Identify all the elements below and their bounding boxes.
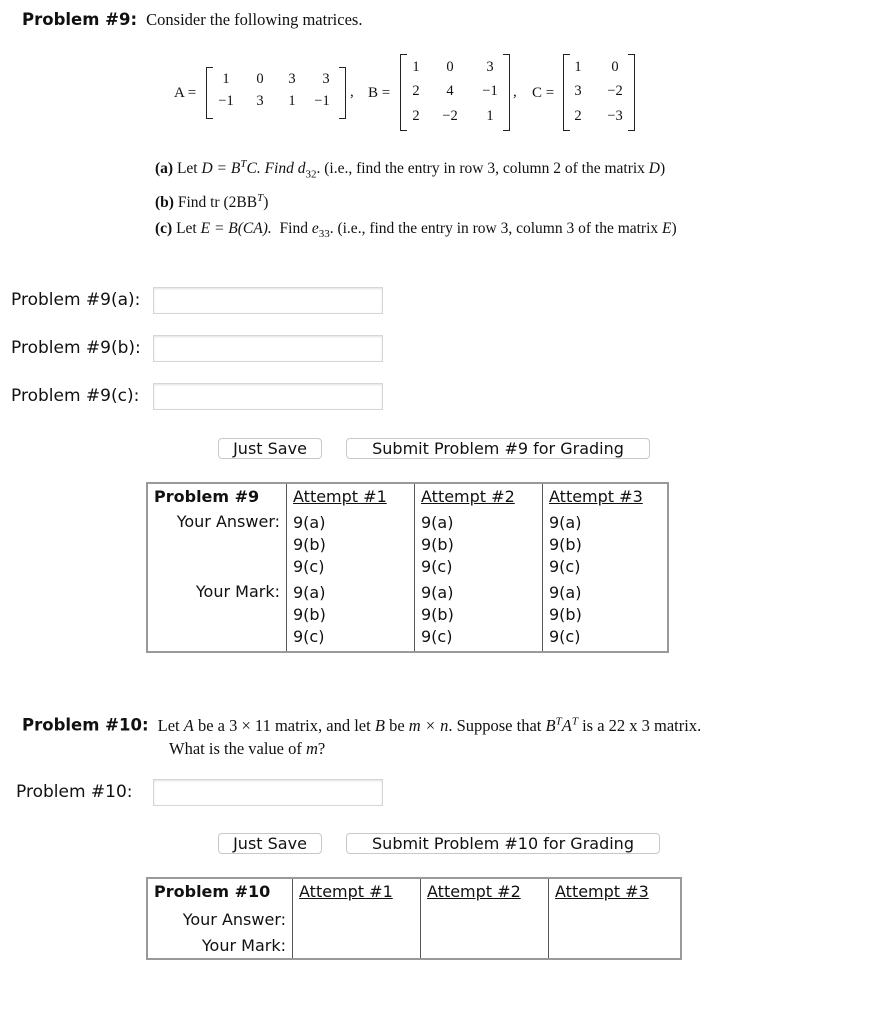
part-a-text-5: ) [660, 160, 666, 178]
problem-9-title: Problem #9: [22, 10, 138, 29]
table-row [147, 582, 668, 652]
part-a-sub: 32 [305, 168, 317, 181]
matrix-b-cell: 2 [412, 108, 420, 124]
problem-10-line-1 [158, 716, 702, 735]
part-c-expr: E = B(CA). [200, 220, 272, 237]
answer-9c-label: Problem #9(c): [11, 386, 140, 406]
part-label: 9(b) [549, 535, 582, 555]
submit-problem-9-button[interactable]: Submit Problem #9 for Grading [346, 438, 650, 459]
matrix-c [563, 54, 635, 131]
part-c-text-5: ) [671, 220, 677, 237]
table-row [147, 908, 681, 932]
attempt-3-header [543, 483, 669, 510]
attempt-1-link[interactable]: Attempt #1 [299, 882, 393, 901]
part-a-text [155, 158, 665, 180]
matrix-b-cell: 2 [412, 83, 420, 99]
matrix-b [400, 54, 510, 131]
part-label: 9(a) [293, 513, 326, 533]
part-label: 9(c) [421, 557, 453, 577]
part-label: 9(b) [421, 604, 454, 624]
your-mark-label: Your Mark: [201, 935, 286, 955]
matrix-a-cell: 1 [288, 93, 296, 109]
p10-text-7: ? [317, 739, 326, 758]
attempt-3-answer [549, 908, 682, 932]
matrix-a-cell: 3 [288, 71, 296, 87]
comma: , [513, 84, 517, 100]
attempt-3-mark [549, 932, 682, 959]
matrix-a-cell: 3 [322, 71, 330, 87]
p10-text-6: What is the value of [169, 739, 302, 758]
attempt-2-mark [421, 932, 549, 959]
attempt-3-link[interactable]: Attempt #3 [555, 882, 649, 901]
answer-9a-input[interactable] [153, 287, 383, 314]
part-label: 9(a) [549, 513, 582, 533]
attempts-table-9 [146, 482, 669, 653]
part-a-tag: (a) [155, 160, 174, 178]
matrix-c-cell: 0 [611, 59, 619, 75]
part-a-var: d [297, 160, 306, 178]
attempt-3-header [549, 878, 682, 908]
part-a-sup: T [240, 158, 247, 170]
matrix-b-cell: 3 [486, 59, 494, 75]
part-c-var2: E [662, 220, 672, 237]
matrix-c-right-bracket [628, 54, 635, 131]
matrix-b-right-bracket [503, 54, 510, 131]
part-label: 9(a) [293, 582, 326, 602]
table-header: Problem #9 [154, 487, 260, 506]
matrix-b-cell: 0 [446, 59, 454, 75]
matrix-b-cell: −1 [482, 83, 498, 99]
answer-9c-input[interactable] [153, 383, 383, 410]
p10-text-3: be [389, 715, 405, 735]
part-b-text-2: ) [263, 194, 269, 212]
table-row [147, 483, 668, 510]
part-label: 9(c) [293, 557, 325, 577]
just-save-button-10[interactable]: Just Save [218, 833, 322, 854]
matrix-a-cell: 1 [222, 71, 230, 87]
p10-var-m: m [306, 739, 318, 758]
your-answer-label: Your Answer: [182, 909, 286, 929]
problem-9-intro: Consider the following matrices. [146, 10, 363, 29]
answer-10-label: Problem #10: [16, 782, 133, 802]
matrix-a-cell: −1 [218, 93, 234, 109]
p10-var-mn: m × n [408, 715, 449, 735]
matrix-a [206, 67, 346, 119]
attempt-3-link[interactable]: Attempt #3 [549, 487, 643, 506]
p10-var-b: B [374, 715, 385, 735]
p10-var-a: A [183, 715, 194, 735]
attempt-1-answers [287, 510, 415, 581]
attempt-2-link[interactable]: Attempt #2 [421, 487, 515, 506]
attempt-3-marks [543, 582, 669, 652]
attempt-2-header [415, 483, 543, 510]
table-row [147, 878, 681, 908]
part-a-text-3: C. Find [246, 160, 294, 178]
part-label: 9(b) [549, 604, 582, 624]
p10-expr-a: A [561, 715, 572, 735]
attempt-1-marks [287, 582, 415, 652]
attempt-1-header [287, 483, 415, 510]
part-c-var: e [311, 220, 319, 237]
part-b-tag: (b) [155, 194, 174, 212]
matrix-b-cell: 4 [446, 83, 454, 99]
matrix-a-label: A = [174, 85, 197, 101]
p10-text-4: . Suppose that [448, 715, 542, 735]
part-label: 9(b) [293, 535, 326, 555]
p10-text-2: be a 3 × 11 matrix, and let [197, 715, 371, 735]
part-label: 9(c) [549, 557, 581, 577]
answer-9b-input[interactable] [153, 335, 383, 362]
problem-10-title: Problem #10: [22, 715, 149, 735]
p10-expr-b: B [545, 715, 556, 735]
matrix-a-cell: −1 [314, 93, 330, 109]
part-c-sub: 33 [318, 228, 330, 241]
just-save-button-9[interactable]: Just Save [218, 438, 322, 459]
matrix-b-label: B = [368, 85, 391, 101]
part-b-expr: Find tr (2BB [177, 194, 258, 212]
part-label: 9(b) [293, 604, 326, 624]
matrix-a-cell: 0 [256, 71, 264, 87]
answer-10-input[interactable] [153, 779, 383, 806]
part-label: 9(c) [549, 626, 581, 646]
matrix-b-cell: 1 [486, 108, 494, 124]
matrix-c-cell: 1 [574, 59, 582, 75]
part-a-text-4: . (i.e., find the entry in row 3, column 2 of the matrix [316, 160, 645, 178]
p10-sup-1: T [555, 715, 562, 727]
attempt-2-marks [415, 582, 543, 652]
submit-problem-10-button[interactable]: Submit Problem #10 for Grading [346, 833, 660, 854]
part-c-text-3: Find [279, 220, 308, 237]
part-b-sup: T [257, 192, 264, 204]
attempt-3-answers [543, 510, 669, 581]
attempt-2-header [421, 878, 549, 908]
part-label: 9(a) [421, 582, 454, 602]
attempt-2-answers [415, 510, 543, 581]
table-row [147, 510, 668, 581]
answer-9b-label: Problem #9(b): [11, 338, 141, 358]
part-label: 9(a) [549, 582, 582, 602]
attempt-1-mark [293, 932, 421, 959]
part-label: 9(b) [421, 535, 454, 555]
part-a-text-1: Let [176, 160, 198, 178]
table-row [147, 932, 681, 959]
matrix-c-cell: −3 [607, 108, 623, 124]
part-label: 9(a) [421, 513, 454, 533]
matrix-c-cell: 2 [574, 108, 582, 124]
matrix-b-cell: −2 [442, 108, 458, 124]
matrix-a-cell: 3 [256, 93, 264, 109]
problem-10-header [22, 715, 882, 736]
table-header: Problem #10 [154, 882, 271, 901]
attempt-2-answer [421, 908, 549, 932]
p10-text-1: Let [157, 715, 180, 735]
p10-text-5: is a 22 x 3 matrix. [582, 715, 702, 735]
matrix-c-cell: 3 [574, 83, 582, 99]
part-a-var2: D [648, 160, 660, 178]
matrix-c-cell: −2 [607, 83, 623, 99]
part-label: 9(c) [421, 626, 453, 646]
comma: , [350, 84, 354, 100]
attempt-2-link[interactable]: Attempt #2 [427, 882, 521, 901]
problem-10-line-2 [169, 739, 325, 759]
part-c-text-4: . (i.e., find the entry in row 3, column 3 of the matrix [329, 220, 659, 237]
part-c-tag: (c) [155, 220, 173, 237]
part-c-text-1: Let [176, 220, 197, 237]
matrix-b-cell: 1 [412, 59, 420, 75]
your-mark-label: Your Mark: [195, 581, 280, 601]
matrix-c-label: C = [532, 85, 555, 101]
attempts-table-10 [146, 877, 682, 960]
part-label: 9(c) [293, 626, 325, 646]
attempt-1-answer [293, 908, 421, 932]
p10-sup-2: T [571, 715, 578, 727]
part-b-text [155, 192, 268, 212]
attempt-1-header [293, 878, 421, 908]
problem-9-header [22, 10, 362, 30]
attempt-1-link[interactable]: Attempt #1 [293, 487, 387, 506]
matrix-a-right-bracket [339, 67, 346, 119]
answer-9a-label: Problem #9(a): [11, 290, 141, 310]
part-c-text [155, 220, 677, 240]
part-a-expr: D = B [201, 160, 241, 178]
your-answer-label: Your Answer: [176, 512, 280, 532]
